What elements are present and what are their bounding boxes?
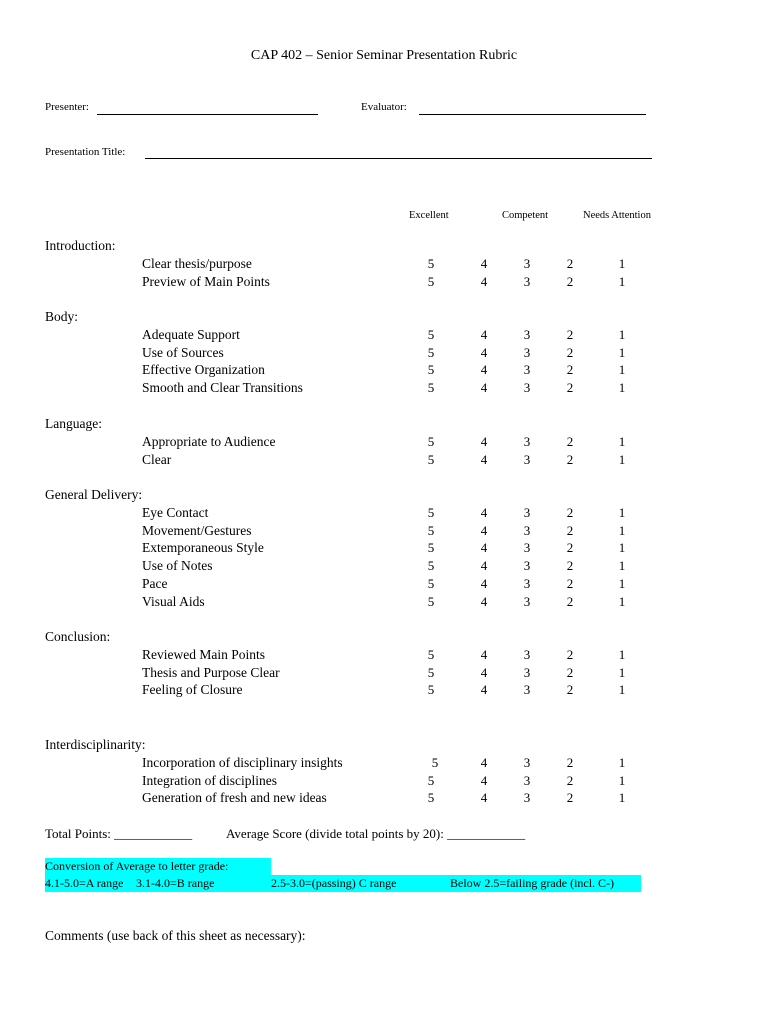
score-option-2[interactable]: 2 [566,772,574,788]
score-option-1[interactable]: 1 [618,326,626,342]
grade-a-range: 4.1-5.0=A range [45,876,124,890]
criterion-label: Visual Aids [142,593,205,609]
grade-b-range: 3.1-4.0=B range [136,876,215,890]
score-option-5[interactable]: 5 [427,326,435,342]
presentation-title-field[interactable] [145,158,652,159]
score-option-3[interactable]: 3 [523,682,531,698]
criterion-label: Pace [142,576,168,591]
score-option-3[interactable]: 3 [523,790,531,806]
score-option-4[interactable]: 4 [480,790,488,806]
conversion-heading: Conversion of Average to letter grade: [45,858,271,875]
score-option-3[interactable]: 3 [523,646,531,662]
score-option-1[interactable]: 1 [618,772,626,788]
score-option-2[interactable]: 2 [566,504,574,520]
score-option-4[interactable]: 4 [480,540,488,556]
presenter-label: Presenter: [45,101,89,113]
score-option-4[interactable]: 4 [480,451,488,467]
score-option-4[interactable]: 4 [480,433,488,449]
score-option-3[interactable]: 3 [523,273,531,289]
grade-failing: Below 2.5=failing grade (incl. C-) [450,876,615,890]
score-option-5[interactable]: 5 [427,646,435,662]
score-option-5[interactable]: 5 [431,754,439,770]
score-option-3[interactable]: 3 [523,433,531,449]
score-option-3[interactable]: 3 [523,593,531,609]
average-score: Average Score (divide total points by 20): ____________ [226,826,526,841]
score-option-2[interactable]: 2 [566,522,574,538]
score-option-2[interactable]: 2 [566,326,574,342]
score-option-5[interactable]: 5 [427,255,435,271]
score-option-1[interactable]: 1 [618,344,626,360]
score-option-5[interactable]: 5 [427,540,435,556]
score-option-4[interactable]: 4 [480,772,488,788]
score-option-4[interactable]: 4 [480,344,488,360]
score-option-1[interactable]: 1 [618,522,626,538]
criterion-label: Clear thesis/purpose [142,255,252,271]
score-option-5[interactable]: 5 [427,576,435,591]
score-option-3[interactable]: 3 [523,664,531,680]
score-option-2[interactable]: 2 [566,540,574,556]
score-option-4[interactable]: 4 [480,576,488,591]
score-option-2[interactable]: 2 [566,754,574,770]
grade-c-range: 2.5-3.0=(passing) C range [271,876,397,890]
score-option-5[interactable]: 5 [427,593,435,609]
score-option-2[interactable]: 2 [566,273,574,289]
section-heading: Introduction: [45,238,116,253]
score-option-5[interactable]: 5 [427,558,435,574]
criterion-label: Movement/Gestures [142,522,252,538]
score-option-1[interactable]: 1 [618,362,626,378]
criterion-label: Effective Organization [142,362,265,378]
criterion-label: Integration of disciplines [142,772,277,788]
section-heading: Body: [45,309,79,324]
score-option-4[interactable]: 4 [480,362,488,378]
score-option-5[interactable]: 5 [427,362,435,378]
criterion-label: Use of Notes [142,558,213,574]
score-option-1[interactable]: 1 [618,504,626,520]
score-option-1[interactable]: 1 [618,273,626,289]
section-heading: Conclusion: [45,629,111,644]
criterion-label: Generation of fresh and new ideas [142,790,327,806]
score-option-2[interactable]: 2 [566,576,574,591]
score-option-3[interactable]: 3 [523,576,531,591]
score-option-3[interactable]: 3 [523,344,531,360]
page-title: CAP 402 – Senior Seminar Presentation Rubric [250,48,518,63]
presentation-title-label: Presentation Title: [45,146,126,158]
score-option-4[interactable]: 4 [480,558,488,574]
score-option-5[interactable]: 5 [427,682,435,698]
criterion-label: Extemporaneous Style [142,540,264,556]
score-option-5[interactable]: 5 [427,451,435,467]
column-competent: Competent [502,210,549,221]
criterion-label: Thesis and Purpose Clear [142,664,280,680]
score-option-5[interactable]: 5 [427,790,435,806]
score-option-5[interactable]: 5 [427,433,435,449]
score-option-3[interactable]: 3 [523,754,531,770]
score-option-3[interactable]: 3 [523,362,531,378]
score-option-1[interactable]: 1 [618,576,626,591]
score-option-1[interactable]: 1 [618,646,626,662]
score-option-4[interactable]: 4 [480,380,488,396]
score-option-2[interactable]: 2 [566,664,574,680]
score-option-5[interactable]: 5 [427,504,435,520]
score-option-1[interactable]: 1 [618,255,626,271]
score-option-5[interactable]: 5 [427,380,435,396]
criterion-label: Preview of Main Points [142,273,270,289]
score-option-2[interactable]: 2 [566,593,574,609]
criterion-label: Clear [142,451,172,467]
score-option-2[interactable]: 2 [566,362,574,378]
score-option-3[interactable]: 3 [523,326,531,342]
score-option-5[interactable]: 5 [427,664,435,680]
score-option-3[interactable]: 3 [523,380,531,396]
score-option-3[interactable]: 3 [523,540,531,556]
evaluator-label: Evaluator: [361,101,407,113]
score-option-2[interactable]: 2 [566,646,574,662]
score-option-4[interactable]: 4 [480,255,488,271]
criterion-label: Adequate Support [142,326,240,342]
score-option-3[interactable]: 3 [523,255,531,271]
comments-label: Comments (use back of this sheet as necessary): [45,928,306,943]
score-option-3[interactable]: 3 [523,772,531,788]
conversion-ranges [45,875,641,892]
criterion-label: Appropriate to Audience [142,433,276,449]
score-option-4[interactable]: 4 [480,504,488,520]
score-option-5[interactable]: 5 [427,344,435,360]
score-option-1[interactable]: 1 [618,593,626,609]
score-option-1[interactable]: 1 [618,540,626,556]
section-heading: General Delivery: [45,487,143,502]
score-option-1[interactable]: 1 [618,682,626,698]
score-option-2[interactable]: 2 [566,451,574,467]
score-option-1[interactable]: 1 [618,664,626,680]
total-points: Total Points: ____________ [45,826,193,841]
score-option-4[interactable]: 4 [480,682,488,698]
score-option-4[interactable]: 4 [480,646,488,662]
score-option-4[interactable]: 4 [480,273,488,289]
score-option-5[interactable]: 5 [427,772,435,788]
score-option-2[interactable]: 2 [566,255,574,271]
score-option-1[interactable]: 1 [618,754,626,770]
score-option-4[interactable]: 4 [480,754,488,770]
criterion-label: Incorporation of disciplinary insights [142,754,343,770]
criterion-label: Smooth and Clear Transitions [142,380,303,396]
score-option-2[interactable]: 2 [566,682,574,698]
column-needs-attention: Needs Attention [583,210,651,221]
section-heading: Interdisciplinarity: [45,737,146,752]
score-option-2[interactable]: 2 [566,790,574,806]
score-option-4[interactable]: 4 [480,522,488,538]
criterion-label: Eye Contact [142,504,209,520]
score-option-1[interactable]: 1 [618,451,626,467]
presenter-field[interactable] [97,114,318,115]
score-option-2[interactable]: 2 [566,344,574,360]
score-option-5[interactable]: 5 [427,273,435,289]
score-option-2[interactable]: 2 [566,380,574,396]
score-option-3[interactable]: 3 [523,451,531,467]
score-option-3[interactable]: 3 [523,504,531,520]
score-option-4[interactable]: 4 [480,664,488,680]
score-option-3[interactable]: 3 [523,558,531,574]
criterion-label: Feeling of Closure [142,682,243,698]
score-option-1[interactable]: 1 [618,558,626,574]
score-option-3[interactable]: 3 [523,522,531,538]
criterion-label: Reviewed Main Points [142,646,265,662]
score-option-1[interactable]: 1 [618,790,626,806]
score-option-2[interactable]: 2 [566,433,574,449]
evaluator-field[interactable] [419,114,646,115]
column-excellent: Excellent [409,210,449,221]
score-option-4[interactable]: 4 [480,326,488,342]
score-option-5[interactable]: 5 [427,522,435,538]
score-option-2[interactable]: 2 [566,558,574,574]
score-option-1[interactable]: 1 [618,380,626,396]
score-option-1[interactable]: 1 [618,433,626,449]
section-heading: Language: [45,416,102,431]
criterion-label: Use of Sources [142,344,224,360]
score-option-4[interactable]: 4 [480,593,488,609]
